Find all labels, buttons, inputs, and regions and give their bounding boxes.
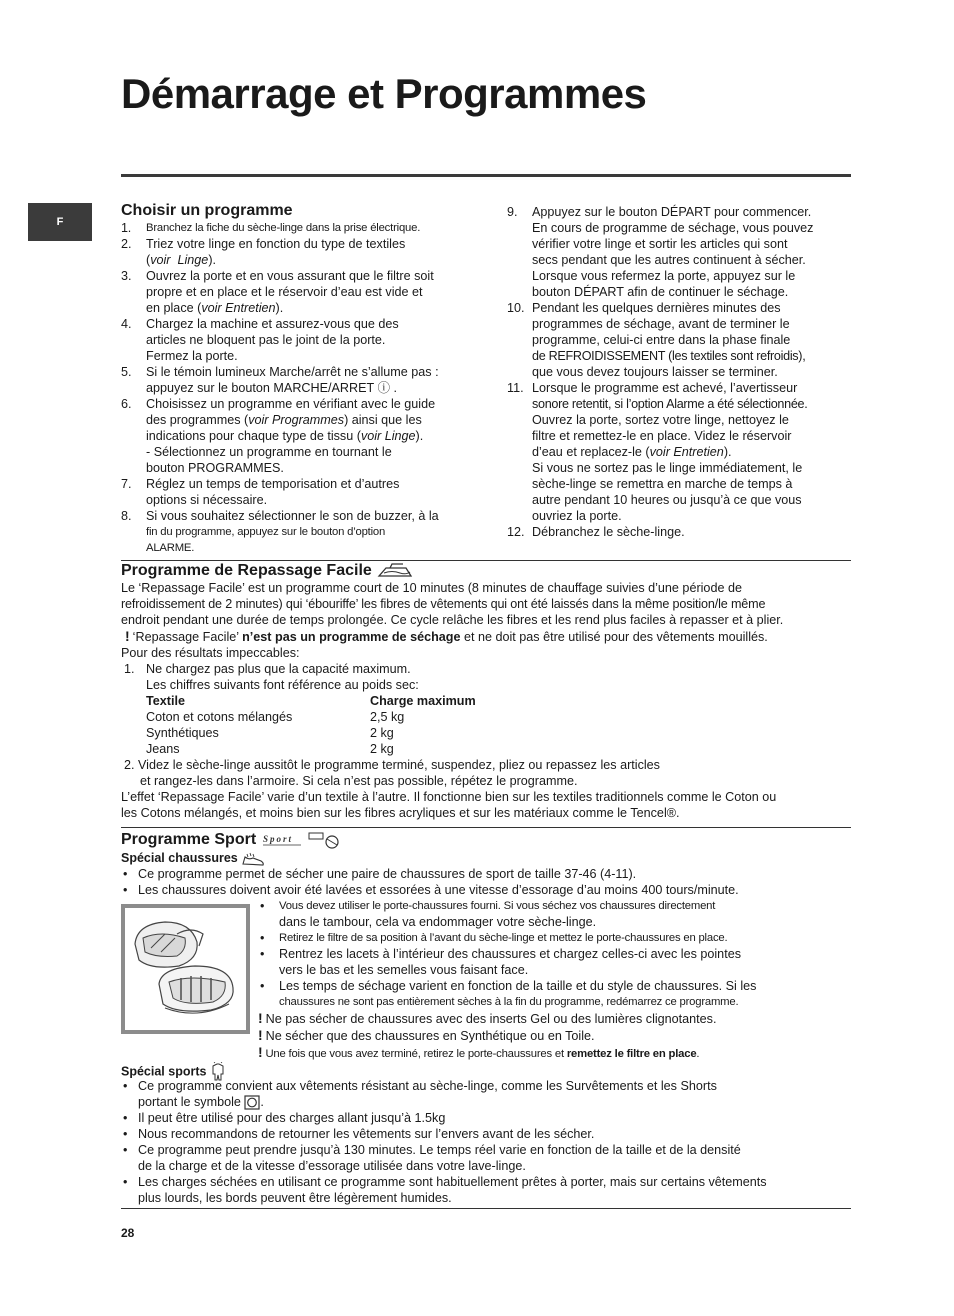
list-item: • Les temps de séchage varient en fonction de la taille et du style de chaussures. Si les chaussures ne sont pas entièrement sèches à la fin du programme, redémarrez ce programme. <box>258 978 858 1010</box>
sports-bullets <box>121 1078 856 1206</box>
list-item: 1. Branchez la fiche du sèche-linge dans la prise électrique. <box>121 221 421 235</box>
list-item: 4. Chargez la machine et assurez-vous que des articles ne bloquent pas le joint de la porte. Fermez la porte. <box>121 317 399 363</box>
shoe-rack-illustration <box>121 904 250 1034</box>
table-row: Coton et cotons mélangés 2,5 kg <box>146 710 405 724</box>
shoe-instructions <box>258 898 858 1062</box>
list-item: • Il peut être utilisé pour des charges allant jusqu’à 1.5kg <box>121 1110 856 1126</box>
list-item: • Ce programme peut prendre jusqu’à 130 minutes. Le temps réel varie en fonction de la taille et de la densité de la charge et de la vitesse d’essorage utilisée dans votre lave-linge. <box>121 1142 856 1174</box>
warning-line: ! Ne sécher que des chaussures en Synthétique ou en Toile. <box>258 1027 595 1043</box>
choose-steps-left <box>121 220 481 556</box>
choose-heading: Choisir un programme <box>121 202 293 219</box>
page-title: Démarrage et Programmes <box>121 70 647 117</box>
choose-steps-right <box>507 204 852 540</box>
list-item: 12. Débranchez le sèche-linge. <box>507 525 685 539</box>
iron-icon <box>376 561 414 581</box>
list-item: • Ce programme permet de sécher une paire de chaussures de sport de taille 37-46 (4-11). <box>121 866 856 882</box>
page-number: 28 <box>121 1226 135 1240</box>
list-item: • Nous recommandons de retourner les vêtements sur l’envers avant de les sécher. <box>121 1126 856 1142</box>
section-divider <box>121 827 851 828</box>
list-item: • Rentrez les lacets à l’intérieur des chaussures et chargez celles-ci avec les pointes vers le bas et les semelles vous faisant face. <box>258 946 858 978</box>
shoe-icon <box>241 851 265 867</box>
ironing-outro: 2. Videz le sèche-linge aussitôt le programme terminé, suspendez, pliez ou repassez les articles et rangez-les dans l’armoire. Si cela n’est pas possible, répétez le programme. L’effet ‘Repassage Facile’ varie d’un textile à l’autre. Il fonctionne bien sur les textiles traditionnels comme le Coton ou les Cotons mélangés, et moins bien sur les fibres acryliques et sur les matériaux comme le Tencel®. <box>121 758 777 820</box>
shoe-rack-image <box>121 904 250 1034</box>
list-item: 8. Si vous souhaitez sélectionner le son de buzzer, à la fin du programme, appuyez sur le bouton d’option ALARME. <box>121 509 439 554</box>
table-row: Synthétiques 2 kg <box>146 726 394 740</box>
list-item: 2. Triez votre linge en fonction du type de textiles (voir Linge). <box>121 237 406 267</box>
ironing-body: Le ‘Repassage Facile’ est un programme court de 10 minutes (8 minutes de chauffage suivies d’une période de refroidissement de 2 minutes) qui ‘ébouriffe’ les fibres de vêtements qui ont été laissés dans la même position/le même endroit pendant une durée de temps prolongée. Ce cycle relâche les fibres et les rend plus faciles à repasser et à plier. ! ‘Repassage Facile’ n’est pas un programme de séchage et ne doit pas être utilisé pour des vêtements mouillés. Pour des résultats impeccables: 1. Ne chargez pas plus que la capacité maximum. Les chiffres suivants font référence au poids sec: <box>121 580 856 693</box>
sport-heading: Programme Sport Sport <box>121 829 341 851</box>
table-row: Jeans 2 kg <box>146 742 394 756</box>
sports-heading: Spécial sports <box>121 1062 226 1082</box>
shoes-side-bullets <box>258 898 858 1010</box>
warning-line: ! Ne pas sécher de chaussures avec des inserts Gel ou des lumières clignotantes. <box>258 1010 717 1026</box>
shoes-heading: Spécial chaussures <box>121 850 265 867</box>
list-item: 7. Réglez un temps de temporisation et d’autres options si nécessaire. <box>121 477 400 507</box>
tumble-dry-symbol-icon <box>244 1095 260 1110</box>
list-item: 10. Pendant les quelques dernières minutes des programmes de séchage, avant de terminer le programme, celui-ci entre dans la phase finale de REFROIDISSEMENT (les textiles sont refroidis), que vous devez toujours laisser se terminer. <box>507 301 806 379</box>
ironing-heading: Programme de Repassage Facile <box>121 561 414 581</box>
list-item: • Les charges séchées en utilisant ce programme sont habituellement prêtes à porter, mais sur certains vêtements plus lourds, les bords peuvent être légèrement humides. <box>121 1174 856 1206</box>
list-item: 5. Si le témoin lumineux Marche/arrêt ne s’allume pas : appuyez sur le bouton MARCHE/ARRET ⓘ . <box>121 365 439 395</box>
list-item: • Les chaussures doivent avoir été lavées et essorées à une vitesse d’essorage d’au moins 400 tours/minute. <box>121 882 856 898</box>
list-item: 6. Choisissez un programme en vérifiant avec le guide des programmes (voir Programmes) ainsi que les indications pour chaque type de tissu (voir Linge). - Sélectionnez un programme en tournant le bouton PROGRAMMES. <box>121 397 436 475</box>
sport-program-icon <box>261 829 341 851</box>
list-item: 3. Ouvrez la porte et en vous assurant que le filtre soit propre et en place et le réservoir d’eau est vide et en place (voir Entretien). <box>121 269 434 315</box>
warning-line: ! Une fois que vous avez terminé, retirez le porte-chaussures et remettez le filtre en place. <box>258 1044 700 1060</box>
load-table: Textile Charge maximum Coton et cotons mélangés 2,5 kg Synthétiques 2 kg Jeans 2 kg <box>146 694 476 756</box>
title-divider <box>121 174 851 177</box>
warning-line: ! ‘Repassage Facile’ n’est pas un programme de séchage et ne doit pas être utilisé pour des vêtements mouillés. <box>125 628 768 644</box>
list-item: 9. Appuyez sur le bouton DÉPART pour commencer. En cours de programme de séchage, vous pouvez vérifier votre linge et sortir les articles qui sont secs pendant que les autres continuent à sécher. Lorsque vous refermez la porte, appuyez sur le bouton DÉPART afin de continuer le séchage. <box>507 205 814 299</box>
list-item: • Vous devez utiliser le porte-chaussures fourni. Si vous séchez vos chaussures directement dans le tambour, cela va endommager votre sèche-linge. <box>258 898 858 930</box>
list-item: 11. Lorsque le programme est achevé, l’avertisseur sonore retentit, si l’option Alarme a été sélectionnée. Ouvrez la porte, sortez votre linge, nettoyez le filtre et remettez-le en place. Videz le réservoir d’eau et replacez-le (voir Entretien). Si vous ne sortez pas le linge immédiatement, le sèche-linge se remettra en marche de temps à autre pendant 10 heures ou jusqu’à ce que vous ouvriez la porte. <box>507 381 808 523</box>
list-item: • Retirez le filtre de sa position à l’avant du sèche-linge et mettez le porte-chaussures en place. <box>258 930 858 946</box>
language-tab: F <box>28 203 92 241</box>
list-item: • Ce programme convient aux vêtements résistant au sèche-linge, comme les Survêtements et les Shorts portant le symbole . <box>121 1078 856 1110</box>
svg-text:Sport: Sport <box>262 834 293 844</box>
section-divider <box>121 1208 851 1209</box>
shoes-bullets <box>121 866 856 898</box>
